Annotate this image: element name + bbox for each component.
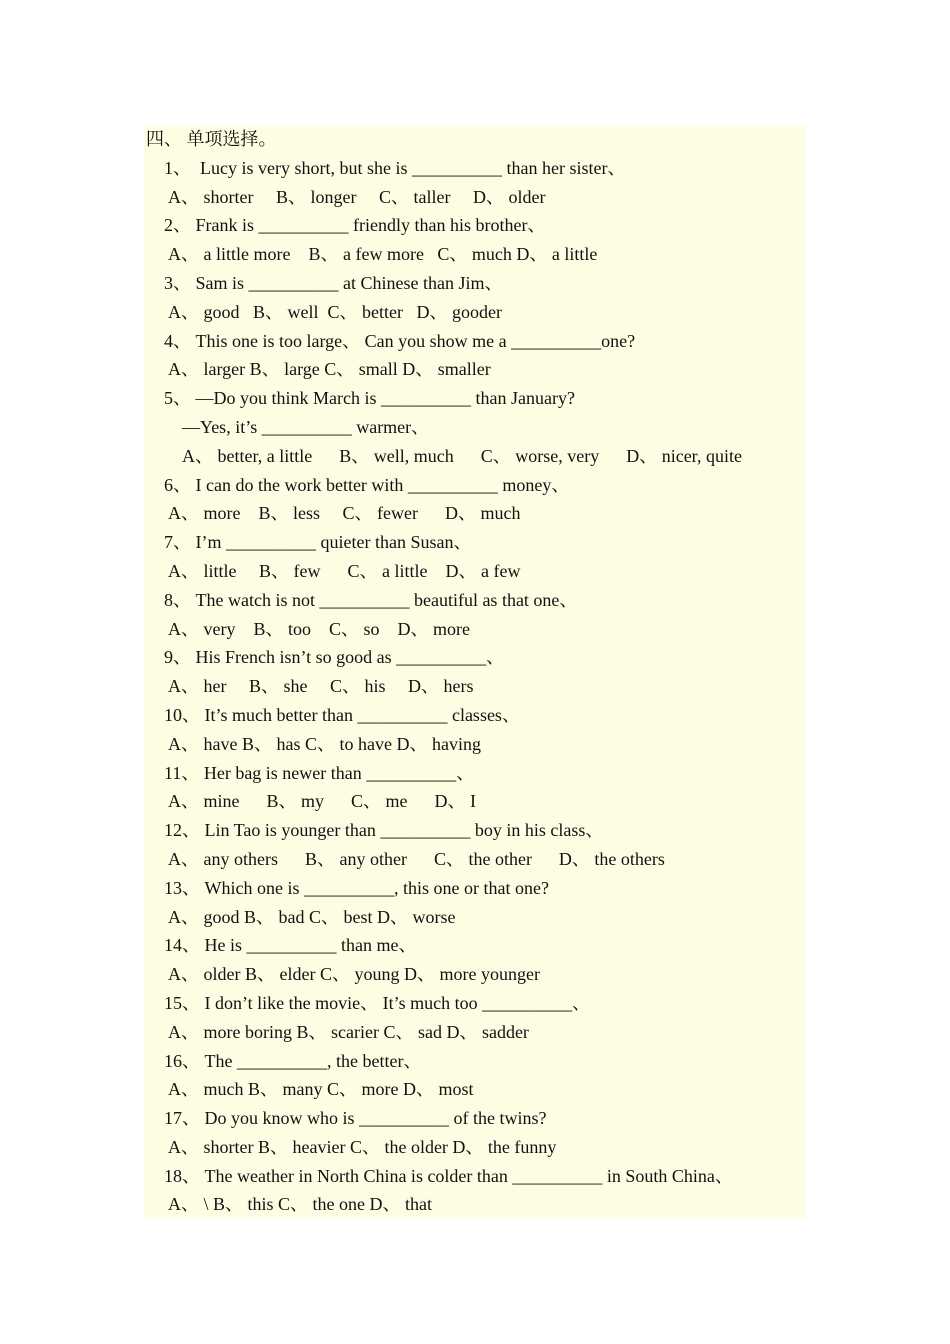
question-text: 12、 Lin Tao is younger than __________ boy in his class、 bbox=[164, 820, 604, 841]
question-text: 17、 Do you know who is __________ of the twins? bbox=[164, 1108, 547, 1129]
question-text: —Yes, it’s __________ warmer、 bbox=[182, 416, 430, 437]
answer-options: A、 more B、 less C、 fewer D、 much bbox=[168, 503, 521, 524]
answer-options: A、 better, a little B、 well, much C、 worse, very D、 nicer, quite bbox=[182, 445, 742, 466]
answer-options: A、 her B、 she C、 his D、 hers bbox=[168, 676, 474, 697]
answer-options: A、 much B、 many C、 more D、 most bbox=[168, 1079, 474, 1100]
question-list bbox=[144, 154, 806, 1219]
question-text: 11、 Her bag is newer than __________、 bbox=[164, 762, 475, 783]
question-text: 9、 His French isn’t so good as __________、 bbox=[164, 647, 505, 668]
question-text: 1、 Lucy is very short, but she is __________ than her sister、 bbox=[164, 157, 626, 178]
answer-options: A、 a little more B、 a few more C、 much D、 a little bbox=[168, 244, 598, 265]
section-heading: 四、 单项选择。 bbox=[146, 129, 277, 149]
answer-options: A、 shorter B、 longer C、 taller D、 older bbox=[168, 186, 546, 207]
answer-options: A、 mine B、 my C、 me D、 I bbox=[168, 791, 476, 812]
answer-options: A、 good B、 well C、 better D、 gooder bbox=[168, 301, 502, 322]
answer-options: A、 shorter B、 heavier C、 the older D、 the funny bbox=[168, 1136, 557, 1157]
answer-options: A、 very B、 too C、 so D、 more bbox=[168, 618, 470, 639]
question-text: 18、 The weather in North China is colder than __________ in South China、 bbox=[164, 1165, 733, 1186]
question-text: 6、 I can do the work better with __________ money、 bbox=[164, 474, 570, 495]
answer-options: A、 any others B、 any other C、 the other D、 the others bbox=[168, 848, 665, 869]
question-text: 3、 Sam is __________ at Chinese than Jim、 bbox=[164, 272, 503, 293]
question-text: 16、 The __________, the better、 bbox=[164, 1050, 422, 1071]
question-text: 15、 I don’t like the movie、 It’s much too __________、 bbox=[164, 992, 591, 1013]
question-text: 8、 The watch is not __________ beautiful as that one、 bbox=[164, 589, 578, 610]
answer-options: A、 older B、 elder C、 young D、 more younger bbox=[168, 964, 540, 985]
answer-options: A、 little B、 few C、 a little D、 a few bbox=[168, 560, 521, 581]
answer-options: A、 larger B、 large C、 small D、 smaller bbox=[168, 359, 491, 380]
question-text: 13、 Which one is __________, this one or that one? bbox=[164, 877, 549, 898]
answer-options: A、 \ B、 this C、 the one D、 that bbox=[168, 1194, 432, 1215]
question-text: 10、 It’s much better than __________ classes、 bbox=[164, 704, 520, 725]
question-text: 14、 He is __________ than me、 bbox=[164, 935, 417, 956]
question-text: 4、 This one is too large、 Can you show me a __________one? bbox=[164, 330, 636, 351]
question-text: 7、 I’m __________ quieter than Susan、 bbox=[164, 532, 472, 553]
question-text: 2、 Frank is __________ friendly than his brother、 bbox=[164, 215, 546, 236]
question-text: 5、 —Do you think March is __________ than January? bbox=[164, 388, 575, 409]
answer-options: A、 have B、 has C、 to have D、 having bbox=[168, 733, 481, 754]
worksheet bbox=[144, 125, 806, 1219]
answer-options: A、 good B、 bad C、 best D、 worse bbox=[168, 906, 456, 927]
answer-options: A、 more boring B、 scarier C、 sad D、 sadder bbox=[168, 1021, 529, 1042]
